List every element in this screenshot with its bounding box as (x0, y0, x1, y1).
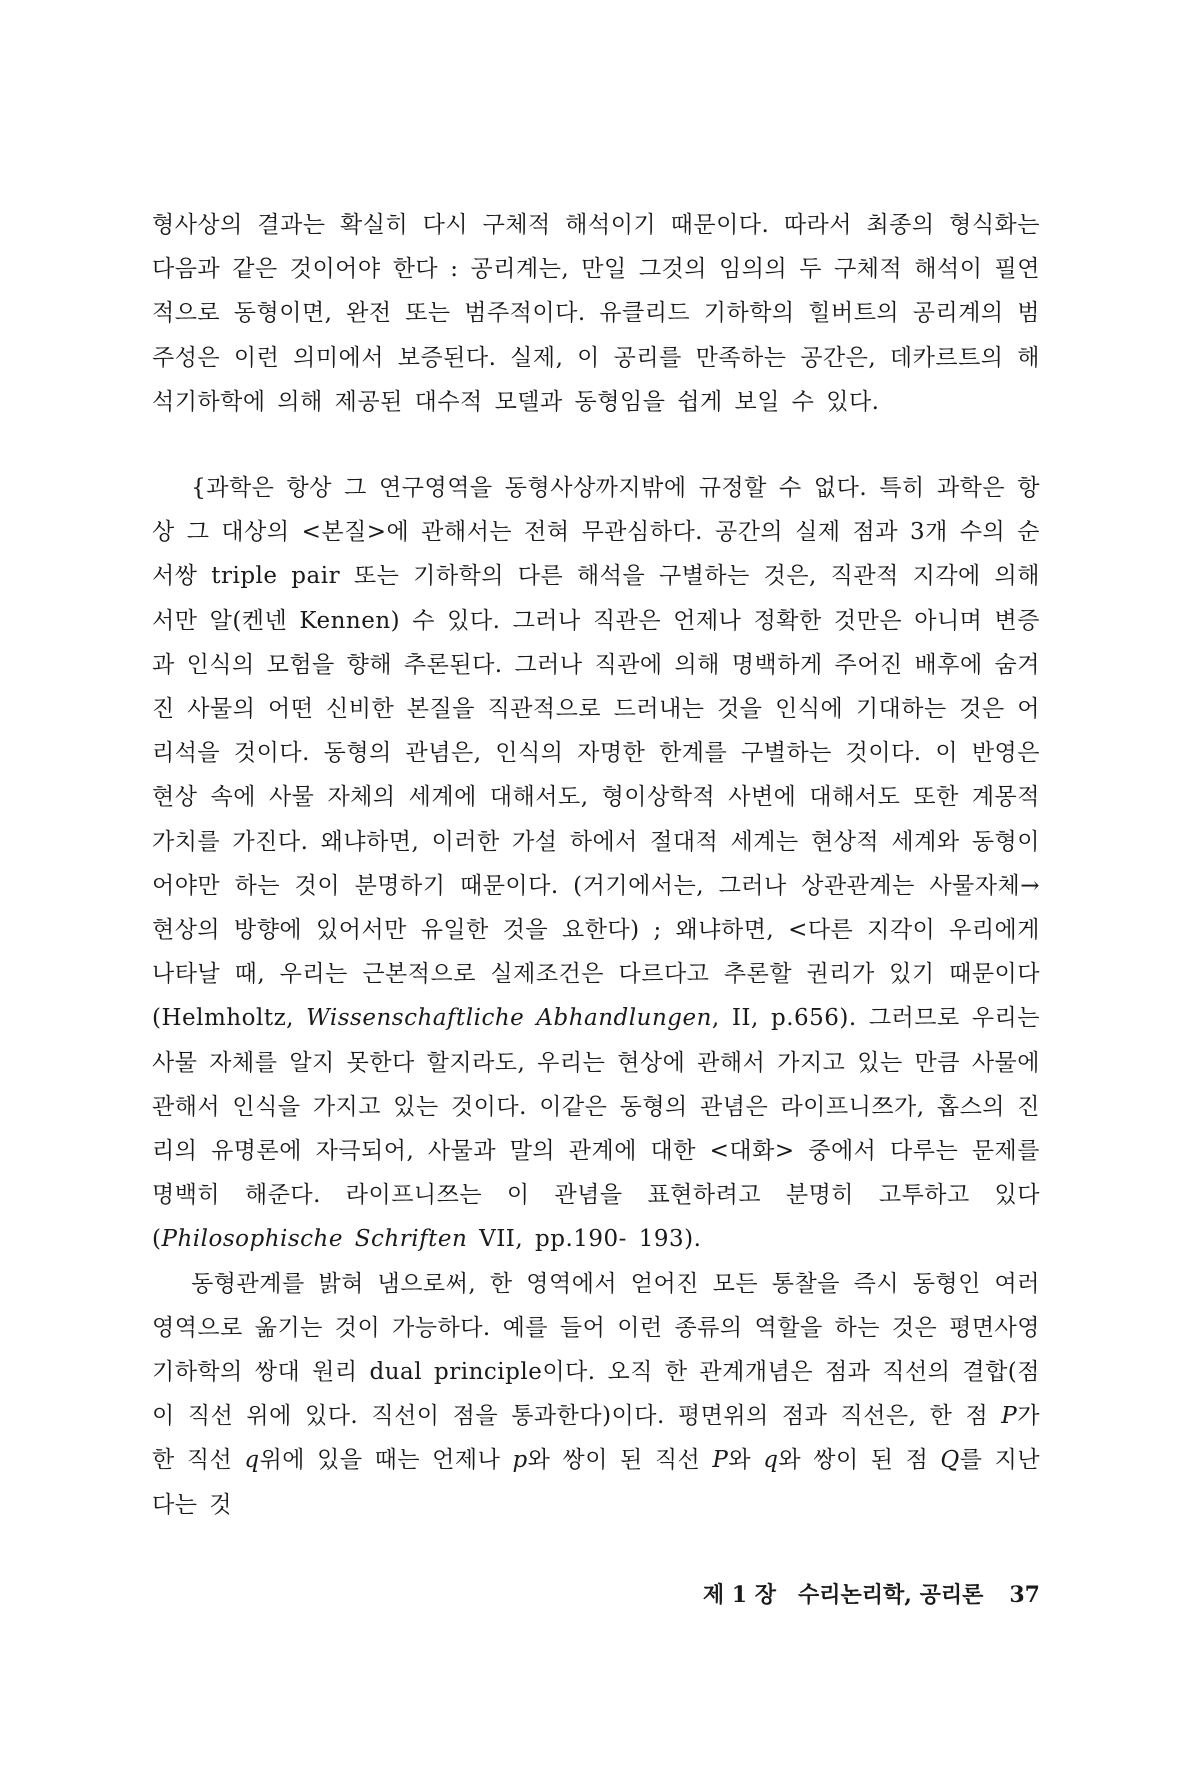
var-Q: Q (940, 1447, 960, 1474)
paragraph-3-text-3: 위에 있을 때는 언제나 (259, 1447, 513, 1474)
paragraph-3-text: 동형관계를 밝혀 냄으로써, 한 영역에서 얻어진 모든 통찰을 즉시 동형인 여러 영역으로 옮기는 것이 가능하다. 예를 들어 이런 종류의 역할을 하는 것은 평면사영 기하학의 쌍대 원리 dual principle이다. 오직 한 관계개념은 점과 직선의 결합(점이 직선 위에 있다. 직선이 점을 통과한다)이다. 평면위의 점과 직선은, 한 점 (152, 1270, 1040, 1430)
body-text (152, 203, 1040, 1527)
running-footer (640, 1578, 1040, 1609)
var-q: q (244, 1447, 260, 1474)
paragraph-3-text-2: 가 한 직선 (152, 1403, 1040, 1474)
paragraph-2-text-2: , II, p.656). 그러므로 우리는 사물 자체를 알지 못한다 할지라도, 우리는 현상에 관해서 가지고 있는 만큼 사물에 관해서 인식을 가지고 있는 것이다. 이같은 동형의 관념은 라이프니쯔가, 홉스의 진리의 유명론에 자극되어, 사물과 말의 관계에 대한 <대화> 중에서 다루는 문제를 명백히 해준다. 라이프니쯔는 이 관념을 표현하려고 분명히 고투하고 있다( (152, 1005, 1040, 1253)
paragraph-3-text-4: 와 쌍이 된 직선 (527, 1447, 713, 1474)
footer-title: 수리논리학, 공리론 (798, 1582, 984, 1608)
footer-chapter: 제 1 장 (702, 1582, 777, 1608)
page-number: 37 (1009, 1582, 1040, 1608)
var-p: p (512, 1447, 528, 1474)
paragraph-3 (152, 1262, 1040, 1527)
paragraph-2-text-3: VII, pp.190- 193). (467, 1226, 702, 1253)
paragraph-3-text-6: 와 쌍이 된 점 (778, 1447, 941, 1474)
paragraph-2-text: {과학은 항상 그 연구영역을 동형사상까지밖에 규정할 수 없다. 특히 과학은 항상 그 대상의 <본질>에 관해서는 전혀 무관심하다. 공간의 실제 점과 3개 수의 순서쌍 triple pair 또는 기하학의 다른 해석을 구별하는 것은, 직관적 지각에 의해서만 알(켄넨 Kennen) 수 있다. 그러나 직관은 언제나 정확한 것만은 아니며 변증과 인식의 모험을 향해 추론된다. 그러나 직관에 의해 명백하게 주어진 배후에 숨겨진 사물의 어떤 신비한 본질을 직관적으로 드러내는 것을 인식에 기대하는 것은 어리석을 것이다. 동형의 관념은, 인식의 자명한 한계를 구별하는 것이다. 이 반영은 현상 속에 사물 자체의 세계에 대해서도, 형이상학적 사변에 대해서도 또한 계몽적 가치를 가진다. 왜냐하면, 이러한 가설 하에서 절대적 세계는 현상적 세계와 동형이어야만 하는 것이 분명하기 때문이다. (거기에서는, 그러나 상관관계는 사물자체→현상의 방향에 있어서만 유일한 것을 요한다) ; 왜냐하면, <다른 지각이 우리에게 나타날 때, 우리는 근본적으로 실제조건은 다르다고 추론할 권리가 있기 때문이다(Helmholtz, (152, 475, 1040, 1032)
var-P-2: P (712, 1447, 729, 1474)
var-P: P (1001, 1403, 1018, 1430)
paragraph-2 (152, 466, 1040, 1262)
paragraph-3-text-5: 와 (728, 1447, 764, 1474)
citation-title-1: Wissenschaftliche Abhandlungen (306, 1005, 712, 1032)
var-q-2: q (763, 1447, 779, 1474)
citation-title-2: Philosophische Schriften (161, 1226, 468, 1253)
paragraph-1: 형사상의 결과는 확실히 다시 구체적 해석이기 때문이다. 따라서 최종의 형식화는 다음과 같은 것이어야 한다 : 공리계는, 만일 그것의 임의의 두 구체적 해석이 필연적으로 동형이면, 완전 또는 범주적이다. 유클리드 기하학의 힐버트의 공리계의 범주성은 이런 의미에서 보증된다. 실제, 이 공리를 만족하는 공간은, 데카르트의 해석기하학에 의해 제공된 대수적 모델과 동형임을 쉽게 보일 수 있다. (152, 212, 1040, 415)
paragraph-3-text-7: 를 지난다는 것 (152, 1447, 1041, 1518)
